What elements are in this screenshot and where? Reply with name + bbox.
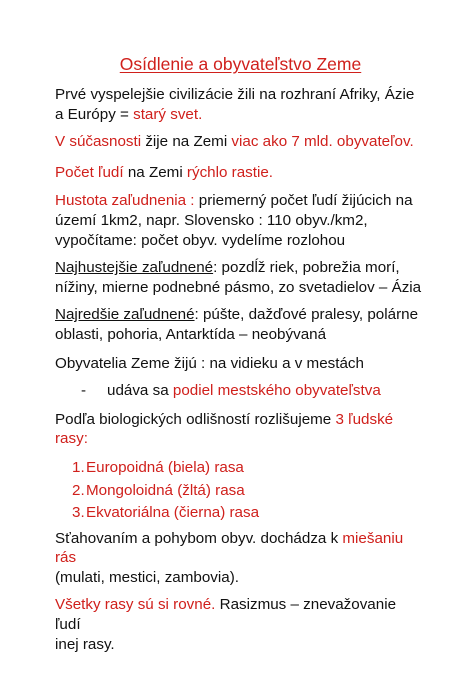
- paragraph-text: vypočítame: počet obyv. vydelíme rozlohou: [55, 231, 346, 249]
- paragraph-text: : pozdĺž riek, pobrežia morí,: [213, 259, 400, 277]
- paragraph-race-mixing: [55, 529, 424, 588]
- dash-bullet: -: [81, 382, 87, 400]
- races-list: [55, 458, 424, 523]
- paragraph-densest-areas: [55, 258, 424, 297]
- paragraph-text: a Európy =: [55, 105, 134, 123]
- highlight-text: Počet ľudí: [55, 163, 124, 181]
- list-item: [72, 481, 424, 501]
- paragraph-text: Podľa biologických odlišností rozlišujeme: [55, 410, 336, 428]
- paragraph-text: inej rasy.: [55, 635, 115, 653]
- document-page: [0, 53, 474, 685]
- paragraph-text: oblasti, pohoria, Antarktída – neobývaná: [55, 325, 327, 343]
- list-item-label: Europoidná (biela) rasa: [86, 458, 244, 476]
- highlight-text: rýchlo rastie.: [186, 163, 274, 181]
- highlight-text: miešaniu rás: [55, 529, 404, 567]
- paragraph-text: žije na Zemi: [141, 133, 232, 151]
- list-item: [72, 458, 424, 478]
- paragraph-text: udáva sa: [107, 382, 173, 400]
- paragraph-text: priemerný počet ľudí žijúcich na: [194, 192, 413, 210]
- paragraph-races-intro: [55, 410, 424, 449]
- paragraph-population-growth: [55, 163, 424, 183]
- paragraph-population-density: [55, 191, 424, 250]
- highlight-text: viac ako 7 mld. obyvateľov.: [231, 133, 414, 151]
- paragraph-racism: [55, 595, 424, 654]
- highlight-text: podiel mestského obyvateľstva: [172, 382, 381, 400]
- paragraph-text: na Zemi: [123, 163, 187, 181]
- list-number: 2.: [72, 481, 85, 499]
- highlight-text: 3 ľudské rasy:: [55, 410, 394, 448]
- list-item-label: Mongoloidná (žltá) rasa: [86, 481, 245, 499]
- paragraph-population-now: [55, 132, 424, 152]
- highlight-text: starý svet.: [133, 105, 203, 123]
- term-text: Najhustejšie zaľudnené: [55, 259, 214, 277]
- list-item-label: Ekvatoriálna (čierna) rasa: [86, 504, 260, 522]
- paragraph-text: Sťahovaním a pohybom obyv. dochádza k: [55, 529, 343, 547]
- term-text: Hustota zaľudnenia :: [55, 192, 195, 210]
- paragraph-settlement: Obyvatelia Zeme žijú : na vidieku a v mestách: [55, 354, 364, 372]
- list-number: 3.: [72, 504, 85, 522]
- paragraph-text: území 1km2, napr. Slovensko : 110 obyv./km2,: [55, 211, 368, 229]
- list-number: 1.: [72, 458, 85, 476]
- highlight-text: V súčasnosti: [55, 133, 142, 151]
- page-title: Osídlenie a obyvateľstvo Zeme: [119, 54, 362, 74]
- paragraph-old-world: [55, 85, 424, 124]
- list-item: [72, 503, 424, 523]
- paragraph-text: nížiny, mierne podnebné pásmo, zo svetadielov – Ázia: [55, 278, 422, 296]
- paragraph-text: Prvé vyspelejšie civilizácie žili na rozhraní Afriky, Ázie: [55, 86, 415, 103]
- term-text: Najredšie zaľudnené: [55, 306, 195, 324]
- paragraph-text: Rasizmus – znevažovanie ľudí: [55, 596, 397, 634]
- paragraph-text: : púšte, dažďové pralesy, polárne: [194, 306, 419, 324]
- highlight-text: Všetky rasy sú si rovné.: [55, 596, 216, 614]
- paragraph-sparsest-areas: [55, 305, 424, 344]
- paragraph-text: (mulati, mestici, zambovia).: [55, 568, 239, 586]
- bullet-urban-share: [55, 381, 424, 401]
